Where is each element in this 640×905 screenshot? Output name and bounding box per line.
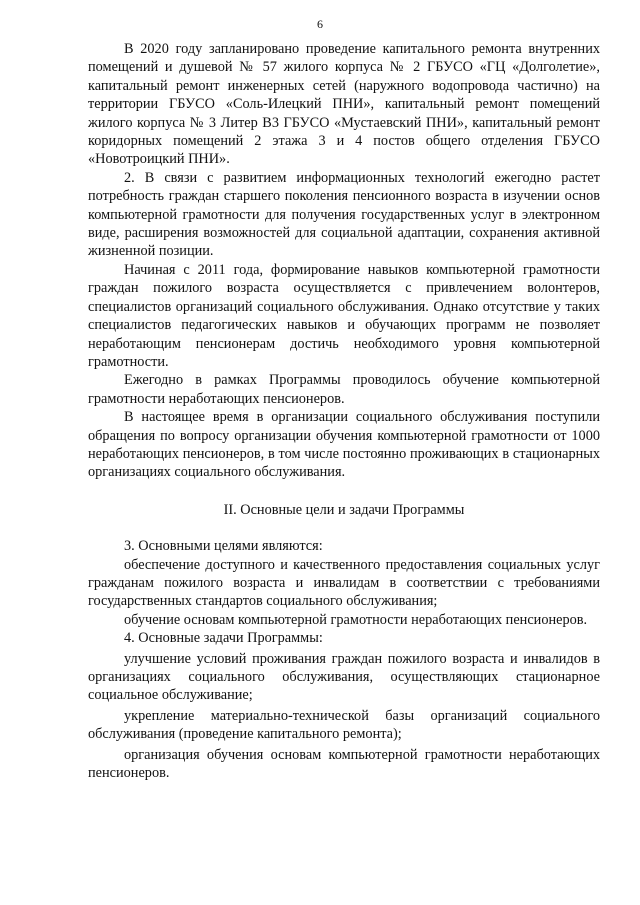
paragraph-goal-services: обеспечение доступного и качественного предоставления социальных услуг гражданам пожилого возраста и инвалидам в соответствии с требованиями государственных стандартов социального обслуживания;: [88, 556, 600, 610]
paragraph-annual-training: Ежегодно в рамках Программы проводилось обучение компьютерной грамотности неработающих пенсионеров.: [88, 372, 600, 407]
paragraph-since-2011: Начиная с 2011 года, формирование навыков компьютерной грамотности граждан пожилого возраста осуществляется с привлечением волонтеров, специалистов организаций социального обслуживания. Однако отсутствие у таких специалистов педагогических навыков и обучающих программ не позволяет неработающим пенсионерам достичь необходимого уровня компьютерной грамотности.: [88, 261, 600, 370]
page-number: 6: [317, 17, 323, 31]
paragraph-tasks-intro: 4. Основные задачи Программы:: [124, 630, 323, 647]
paragraph-current-requests: В настоящее время в организации социального обслуживания поступили обращения по вопросу организации обучения компьютерной грамотности от 1000 неработающих пенсионеров, в том числе постоянно проживающих в стационарных организациях социального обслуживания.: [88, 409, 600, 481]
section-heading: II. Основные цели и задачи Программы: [223, 501, 465, 518]
paragraph-task-living-conditions: улучшение условий проживания граждан пожилого возраста и инвалидов в организациях социального обслуживания, осуществляющих стационарное социальное обслуживание;: [88, 650, 600, 704]
paragraph-computer-literacy-need: 2. В связи с развитием информационных технологий ежегодно растет потребность граждан старшего поколения пенсионного возраста в изучении основ компьютерной грамотности для получения государственных услуг в электронном виде, расширения возможностей для социальной адаптации, сохранения активной жизненной позиции.: [88, 169, 600, 260]
paragraph-capital-repair-2020: В 2020 году запланировано проведение капитального ремонта внутренних помещений и душевой № 57 жилого корпуса № 2 ГБУСО «ГЦ «Долголетие», капитальный ремонт инженерных сетей (наружного водопровода частично) на территории ГБУСО «Соль-Илецкий ПНИ», капитальный ремонт помещений жилого корпуса № 3 Литер В3 ГБУСО «Мустаевский ПНИ», капитальный ремонт коридорных помещений 2 этажа 3 и 4 постов общего отделения ГБУСО «Новотроицкий ПНИ».: [88, 41, 600, 168]
paragraph-task-literacy-training: организация обучения основам компьютерной грамотности неработающих пенсионеров.: [88, 746, 600, 782]
document-body: [88, 40, 600, 782]
paragraph-goals-intro: 3. Основными целями являются:: [124, 538, 323, 555]
paragraph-task-material-base: укрепление материально-технической базы организаций социального обслуживания (проведение капитального ремонта);: [88, 707, 600, 743]
paragraph-goal-training: обучение основам компьютерной грамотности неработающих пенсионеров.: [124, 611, 588, 628]
